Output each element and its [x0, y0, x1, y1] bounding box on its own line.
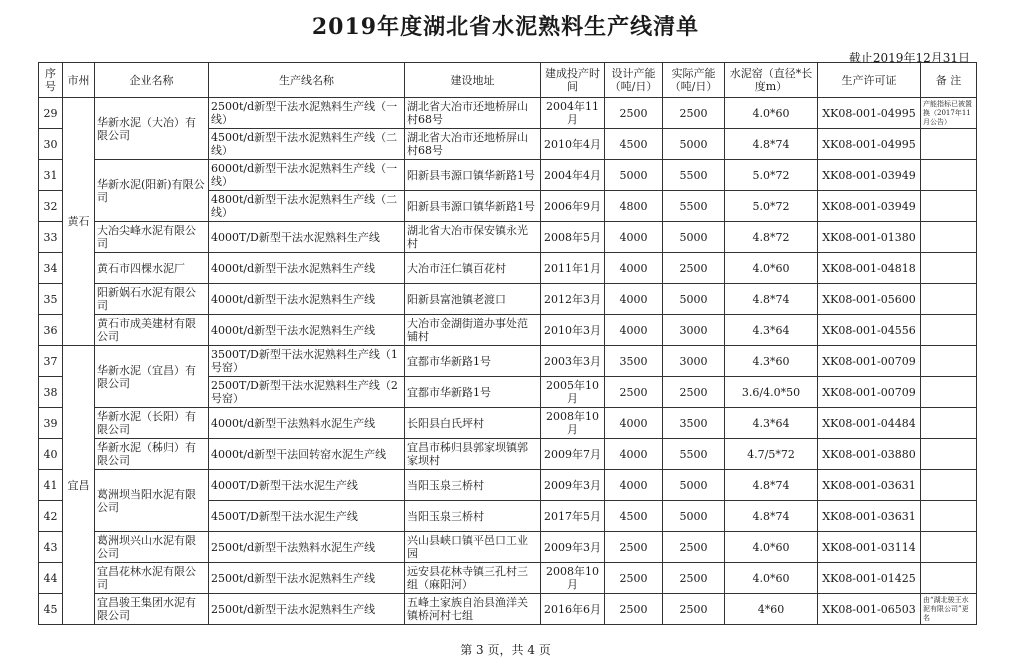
cell-kiln: 4.8*72	[725, 222, 818, 253]
cell-kiln: 4.8*74	[725, 501, 818, 532]
cell-kiln: 4*60	[725, 594, 818, 625]
cell-seq: 41	[39, 470, 63, 501]
cell-seq: 33	[39, 222, 63, 253]
header-time: 建成投产时间	[541, 63, 605, 98]
cell-kiln: 3.6/4.0*50	[725, 377, 818, 408]
cell-address: 湖北省大冶市还地桥屏山村68号	[405, 129, 541, 160]
cell-license: XK08-001-05600	[818, 284, 921, 315]
cell-note	[921, 284, 977, 315]
cell-city: 宜昌	[63, 346, 95, 625]
cell-design-capacity: 3500	[605, 346, 663, 377]
cell-time: 2008年10月	[541, 563, 605, 594]
cell-design-capacity: 2500	[605, 98, 663, 129]
cell-company: 华新水泥(阳新)有限公司	[95, 160, 209, 222]
cell-address: 阳新县韦源口镇华新路1号	[405, 160, 541, 191]
cell-seq: 40	[39, 439, 63, 470]
cell-address: 五峰土家族自治县渔洋关镇桥河村七组	[405, 594, 541, 625]
cell-address: 远安县花林寺镇三孔村三组（麻阳河）	[405, 563, 541, 594]
cell-design-capacity: 2500	[605, 563, 663, 594]
cell-address: 宜昌市秭归县郭家坝镇郭家坝村	[405, 439, 541, 470]
table-row	[39, 315, 977, 346]
cell-address: 阳新县韦源口镇华新路1号	[405, 191, 541, 222]
cell-kiln: 4.0*60	[725, 253, 818, 284]
cell-line: 4500T/D新型干法水泥生产线	[209, 501, 405, 532]
cell-seq: 36	[39, 315, 63, 346]
cell-design-capacity: 4000	[605, 315, 663, 346]
cell-company: 华新水泥（长阳）有限公司	[95, 408, 209, 439]
table-row	[39, 563, 977, 594]
cell-seq: 44	[39, 563, 63, 594]
cell-line: 6000t/d新型干法水泥熟料生产线（一线）	[209, 160, 405, 191]
cell-time: 2006年9月	[541, 191, 605, 222]
cell-actual-capacity: 3000	[663, 346, 725, 377]
cell-actual-capacity: 5500	[663, 439, 725, 470]
cell-kiln: 4.3*60	[725, 346, 818, 377]
cell-seq: 32	[39, 191, 63, 222]
cell-time: 2012年3月	[541, 284, 605, 315]
cell-kiln: 4.8*74	[725, 284, 818, 315]
cell-address: 宜都市华新路1号	[405, 346, 541, 377]
cell-license: XK08-001-03631	[818, 501, 921, 532]
cell-line: 2500T/D新型干法水泥熟料生产线（2号窑）	[209, 377, 405, 408]
cell-license: XK08-001-04995	[818, 98, 921, 129]
production-line-table	[38, 62, 977, 625]
table-row	[39, 439, 977, 470]
cell-kiln: 4.0*60	[725, 532, 818, 563]
cell-note	[921, 408, 977, 439]
cell-address: 大冶市汪仁镇百花村	[405, 253, 541, 284]
cell-company: 黄石市成美建材有限公司	[95, 315, 209, 346]
table-row	[39, 253, 977, 284]
cell-design-capacity: 4000	[605, 439, 663, 470]
cell-kiln: 4.8*74	[725, 129, 818, 160]
cell-kiln: 4.0*60	[725, 563, 818, 594]
cell-actual-capacity: 3500	[663, 408, 725, 439]
cell-company: 宜昌花林水泥有限公司	[95, 563, 209, 594]
cell-actual-capacity: 5000	[663, 284, 725, 315]
header-note: 备 注	[921, 63, 977, 98]
cell-note	[921, 315, 977, 346]
cell-time: 2005年10月	[541, 377, 605, 408]
cell-time: 2004年4月	[541, 160, 605, 191]
table-row	[39, 284, 977, 315]
cell-actual-capacity: 5500	[663, 160, 725, 191]
cell-time: 2008年10月	[541, 408, 605, 439]
cell-time: 2009年3月	[541, 470, 605, 501]
cell-kiln: 4.8*74	[725, 470, 818, 501]
cell-actual-capacity: 5000	[663, 129, 725, 160]
cell-address: 兴山县峡口镇平邑口工业园	[405, 532, 541, 563]
cell-time: 2016年6月	[541, 594, 605, 625]
table-row	[39, 470, 977, 501]
cell-time: 2011年1月	[541, 253, 605, 284]
cell-time: 2009年3月	[541, 532, 605, 563]
cell-note	[921, 470, 977, 501]
cell-seq: 45	[39, 594, 63, 625]
header-license: 生产许可证	[818, 63, 921, 98]
cell-license: XK08-001-03880	[818, 439, 921, 470]
cell-note: 由“湖北骏王水泥有限公司”更名	[921, 594, 977, 625]
cell-line: 4000T/D新型干法水泥熟料生产线	[209, 222, 405, 253]
cell-design-capacity: 4000	[605, 222, 663, 253]
header-address: 建设地址	[405, 63, 541, 98]
cell-line: 2500t/d新型干法熟料水泥生产线	[209, 532, 405, 563]
cell-actual-capacity: 2500	[663, 253, 725, 284]
cell-actual-capacity: 5000	[663, 470, 725, 501]
cell-city: 黄石	[63, 98, 95, 346]
cell-actual-capacity: 5000	[663, 222, 725, 253]
cell-seq: 39	[39, 408, 63, 439]
cell-seq: 37	[39, 346, 63, 377]
cell-license: XK08-001-03949	[818, 160, 921, 191]
cell-license: XK08-001-04556	[818, 315, 921, 346]
cell-note	[921, 563, 977, 594]
cell-license: XK08-001-03949	[818, 191, 921, 222]
cell-line: 2500t/d新型干法水泥熟料生产线（一线）	[209, 98, 405, 129]
cell-line: 2500t/d新型干法水泥熟料生产线	[209, 563, 405, 594]
cell-license: XK08-001-00709	[818, 377, 921, 408]
cell-actual-capacity: 3000	[663, 315, 725, 346]
cell-address: 阳新县富池镇老渡口	[405, 284, 541, 315]
cell-line: 4000t/d新型干法熟料水泥生产线	[209, 408, 405, 439]
cell-note	[921, 191, 977, 222]
cell-note	[921, 222, 977, 253]
cell-line: 3500T/D新型干法水泥熟料生产线（1号窑）	[209, 346, 405, 377]
cell-note	[921, 439, 977, 470]
cell-seq: 38	[39, 377, 63, 408]
table-row	[39, 532, 977, 563]
header-design-capacity: 设计产能（吨/日）	[605, 63, 663, 98]
cell-license: XK08-001-04995	[818, 129, 921, 160]
cell-address: 当阳玉泉三桥村	[405, 501, 541, 532]
cell-design-capacity: 4000	[605, 470, 663, 501]
cell-note	[921, 160, 977, 191]
table-row	[39, 222, 977, 253]
table-row	[39, 594, 977, 625]
header-city: 市州	[63, 63, 95, 98]
cell-address: 宜都市华新路1号	[405, 377, 541, 408]
header-line: 生产线名称	[209, 63, 405, 98]
cell-seq: 30	[39, 129, 63, 160]
cell-company: 黄石市四棵水泥厂	[95, 253, 209, 284]
cell-kiln: 4.3*64	[725, 315, 818, 346]
cell-actual-capacity: 2500	[663, 563, 725, 594]
cell-line: 4000t/d新型干法水泥熟料生产线	[209, 284, 405, 315]
cell-license: XK08-001-04818	[818, 253, 921, 284]
cell-license: XK08-001-03114	[818, 532, 921, 563]
cell-company: 华新水泥（大冶）有限公司	[95, 98, 209, 160]
cell-note	[921, 346, 977, 377]
header-kiln: 水泥窑（直径*长度m）	[725, 63, 818, 98]
cell-license: XK08-001-03631	[818, 470, 921, 501]
cell-seq: 35	[39, 284, 63, 315]
cell-license: XK08-001-06503	[818, 594, 921, 625]
cell-design-capacity: 4000	[605, 284, 663, 315]
cell-company: 华新水泥（秭归）有限公司	[95, 439, 209, 470]
cell-time: 2017年5月	[541, 501, 605, 532]
cell-line: 4500t/d新型干法水泥熟料生产线（二线）	[209, 129, 405, 160]
cell-kiln: 5.0*72	[725, 160, 818, 191]
cell-time: 2003年3月	[541, 346, 605, 377]
cell-design-capacity: 4000	[605, 408, 663, 439]
cell-line: 2500t/d新型干法水泥熟料生产线	[209, 594, 405, 625]
cell-line: 4000T/D新型干法水泥生产线	[209, 470, 405, 501]
cell-time: 2009年7月	[541, 439, 605, 470]
cell-design-capacity: 4500	[605, 501, 663, 532]
cell-note	[921, 532, 977, 563]
cell-actual-capacity: 2500	[663, 594, 725, 625]
cell-line: 4000t/d新型干法回转窑水泥生产线	[209, 439, 405, 470]
cell-company: 大冶尖峰水泥有限公司	[95, 222, 209, 253]
cell-address: 大冶市金湖街道办事处范铺村	[405, 315, 541, 346]
cell-address: 当阳玉泉三桥村	[405, 470, 541, 501]
cell-time: 2004年11月	[541, 98, 605, 129]
cell-actual-capacity: 2500	[663, 98, 725, 129]
cell-design-capacity: 2500	[605, 532, 663, 563]
table-row	[39, 98, 977, 129]
cell-design-capacity: 4000	[605, 253, 663, 284]
cell-company: 华新水泥（宜昌）有限公司	[95, 346, 209, 408]
cell-actual-capacity: 5500	[663, 191, 725, 222]
cell-company: 宜昌骏王集团水泥有限公司	[95, 594, 209, 625]
header-company: 企业名称	[95, 63, 209, 98]
cell-design-capacity: 4500	[605, 129, 663, 160]
header-row	[39, 63, 977, 98]
cell-company: 阳新娲石水泥有限公司	[95, 284, 209, 315]
cutoff-date: 截止2019年12月31日	[848, 51, 970, 65]
cell-note	[921, 253, 977, 284]
cell-note	[921, 129, 977, 160]
cell-license: XK08-001-04484	[818, 408, 921, 439]
cell-design-capacity: 2500	[605, 594, 663, 625]
cell-seq: 29	[39, 98, 63, 129]
cell-note	[921, 377, 977, 408]
table-row	[39, 160, 977, 191]
cell-company: 葛洲坝当阳水泥有限公司	[95, 470, 209, 532]
cell-design-capacity: 4800	[605, 191, 663, 222]
cell-note: 产能指标已被置换（2017年11月公告）	[921, 98, 977, 129]
cell-line: 4000t/d新型干法水泥熟料生产线	[209, 253, 405, 284]
cell-kiln: 4.7/5*72	[725, 439, 818, 470]
cell-address: 长阳县白氏坪村	[405, 408, 541, 439]
table-row	[39, 346, 977, 377]
table-row	[39, 408, 977, 439]
cell-line: 4000t/d新型干法水泥熟料生产线	[209, 315, 405, 346]
cell-line: 4800t/d新型干法水泥熟料生产线（二线）	[209, 191, 405, 222]
cell-design-capacity: 2500	[605, 377, 663, 408]
cell-note	[921, 501, 977, 532]
page-footer: 第 3 页，共 4 页	[460, 643, 551, 657]
cell-address: 湖北省大冶市保安镇永光村	[405, 222, 541, 253]
cell-license: XK08-001-01425	[818, 563, 921, 594]
cell-design-capacity: 5000	[605, 160, 663, 191]
cell-company: 葛洲坝兴山水泥有限公司	[95, 532, 209, 563]
cell-time: 2010年4月	[541, 129, 605, 160]
cell-seq: 43	[39, 532, 63, 563]
cell-actual-capacity: 2500	[663, 532, 725, 563]
cell-seq: 42	[39, 501, 63, 532]
cell-time: 2010年3月	[541, 315, 605, 346]
header-actual-capacity: 实际产能（吨/日）	[663, 63, 725, 98]
cell-kiln: 5.0*72	[725, 191, 818, 222]
cell-seq: 31	[39, 160, 63, 191]
page-title: 2019年度湖北省水泥熟料生产线清单	[311, 14, 700, 40]
cell-actual-capacity: 2500	[663, 377, 725, 408]
cell-address: 湖北省大冶市还地桥屏山村68号	[405, 98, 541, 129]
cell-kiln: 4.0*60	[725, 98, 818, 129]
cell-seq: 34	[39, 253, 63, 284]
cell-license: XK08-001-00709	[818, 346, 921, 377]
cell-actual-capacity: 5000	[663, 501, 725, 532]
cell-license: XK08-001-01380	[818, 222, 921, 253]
header-seq: 序号	[39, 63, 63, 98]
cell-time: 2008年5月	[541, 222, 605, 253]
cell-kiln: 4.3*64	[725, 408, 818, 439]
